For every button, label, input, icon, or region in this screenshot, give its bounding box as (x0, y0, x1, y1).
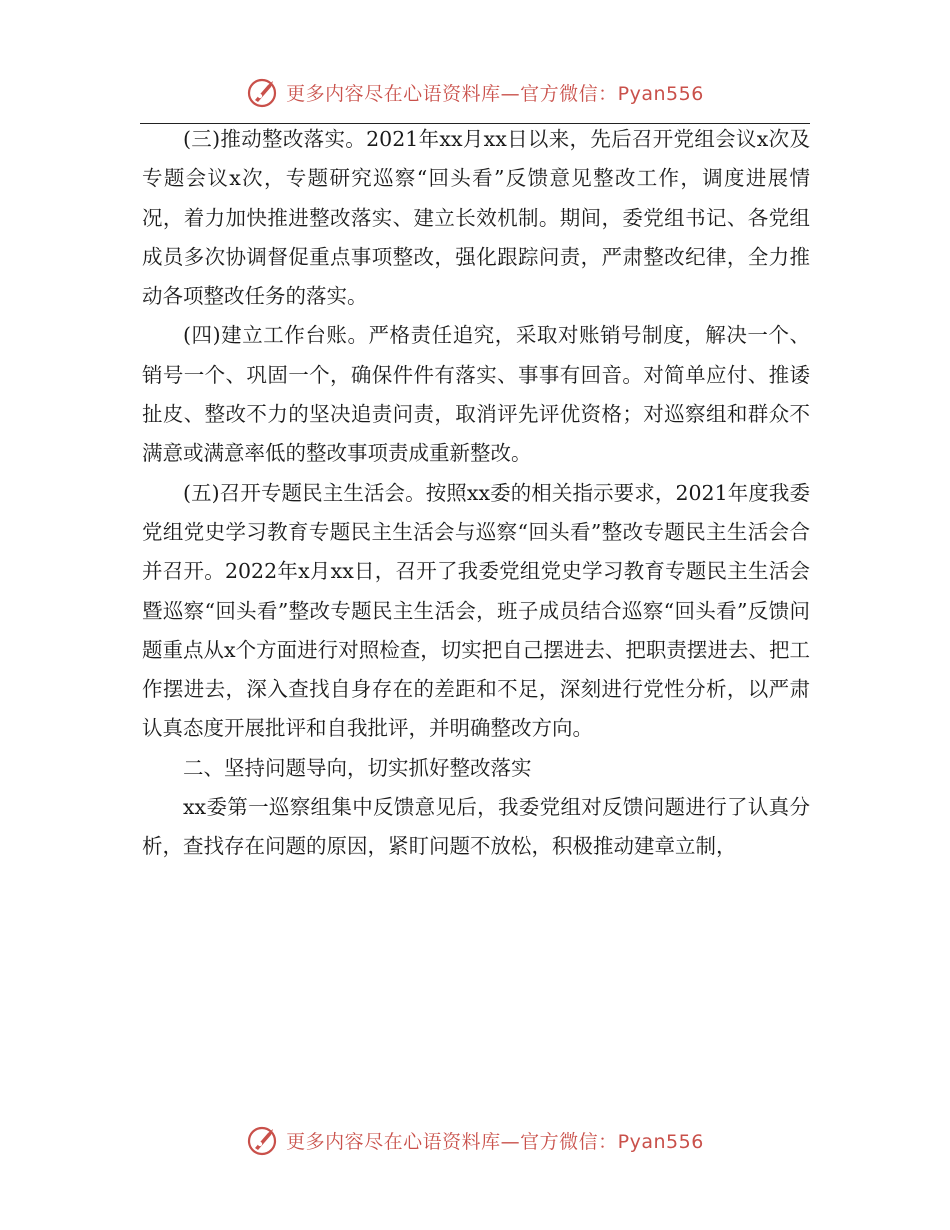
watermark-group (246, 75, 704, 109)
document-body (142, 120, 810, 867)
pen-nib-logo-icon (246, 75, 280, 109)
paragraph-feedback-analysis: xx委第一巡察组集中反馈意见后，我委党组对反馈问题进行了认真分析，查找存在问题的原因，紧盯问题不放松，积极推动建章立制， (142, 795, 810, 859)
paragraph-work-ledger: (四)建立工作台账。严格责任追究，采取对账销号制度，解决一个、销号一个、巩固一个，确保件件有落实、事事有回音。对简单应付、推诿扯皮、整改不力的坚决追责问责，取消评先评优资格；对巡察组和群众不满意或满意率低的整改事项责成重新整改。 (142, 323, 810, 466)
pen-nib-logo-icon (246, 1123, 280, 1157)
footer-watermark (0, 1120, 950, 1160)
watermark-text: 更多内容尽在心语资料库—官方微信：Pyan556 (286, 1130, 704, 1153)
header-watermark (0, 72, 950, 112)
section-heading: 二、坚持问题导向，切实抓好整改落实 (183, 755, 532, 780)
paragraph-democratic-life-meeting: (五)召开专题民主生活会。按照xx委的相关指示要求，2021年度我委党组党史学习教育专题民主生活会与巡察“回头看”整改专题民主生活会合并召开。2022年x月xx日，召开了我委党组党史学习教育专题民主生活会暨巡察“回头看”整改专题民主生活会，班子成员结合巡察“回头看”反馈问题重点从x个方面进行对照检查，切实把自己摆进去、把职责摆进去、把工作摆进去，深入查找自身存在的差距和不足，深刻进行党性分析，以严肃认真态度开展批评和自我批评，并明确整改方向。 (142, 480, 810, 741)
watermark-group (246, 1123, 704, 1157)
paragraph-promote-rectification: (三)推动整改落实。2021年xx月xx日以来，先后召开党组会议x次及专题会议x次，专题研究巡察“回头看”反馈意见整改工作，调度进展情况，着力加快推进整改落实、建立长效机制。期间，委党组书记、各党组成员多次协调督促重点事项整改，强化跟踪问责，严肃整改纪律，全力推动各项整改任务的落实。 (142, 127, 810, 309)
watermark-text: 更多内容尽在心语资料库—官方微信：Pyan556 (286, 82, 704, 105)
